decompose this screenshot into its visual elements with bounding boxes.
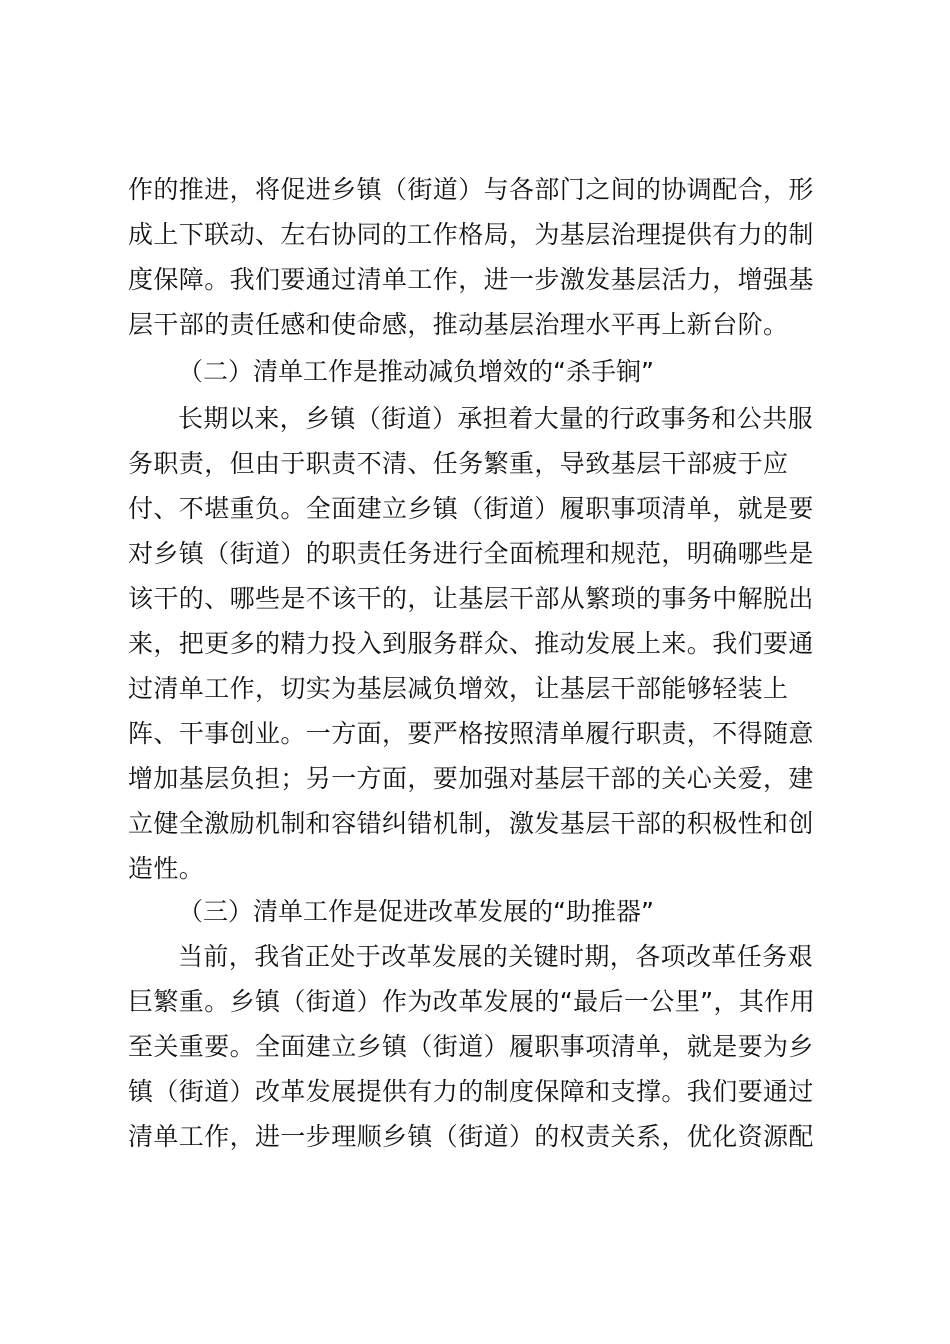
paragraph-line: 过清单工作，切实为基层减负增效，让基层干部能够轻装上 bbox=[128, 674, 789, 703]
paragraph-line: 付、不堪重负。全面建立乡镇（街道）履职事项清单，就是要 bbox=[128, 494, 814, 523]
paragraph-line: 度保障。我们要通过清单工作，进一步激发基层活力，增强基 bbox=[128, 265, 814, 294]
paragraph-line: 该干的、哪些是不该干的，让基层干部从繁琐的事务中解脱出 bbox=[128, 584, 814, 613]
paragraph-line: 对乡镇（街道）的职责任务进行全面梳理和规范，明确哪些是 bbox=[128, 539, 814, 568]
paragraph-line: 当前，我省正处于改革发展的关键时期，各项改革任务艰 bbox=[178, 942, 814, 971]
paragraph-line: 层干部的责任感和使命感，推动基层治理水平再上新台阶。 bbox=[128, 310, 789, 339]
paragraph-line: 来，把更多的精力投入到服务群众、推动发展上来。我们要通 bbox=[128, 629, 814, 658]
section-heading: （二）清单工作是推动减负增效的“杀手锏” bbox=[178, 357, 654, 386]
paragraph-line: 务职责，但由于职责不清、任务繁重，导致基层干部疲于应 bbox=[128, 449, 789, 478]
paragraph-line: 增加基层负担；另一方面，要加强对基层干部的关心关爱，建 bbox=[128, 764, 814, 793]
paragraph-line: 镇（街道）改革发展提供有力的制度保障和支撑。我们要通过 bbox=[128, 1077, 814, 1106]
section-heading: （三）清单工作是促进改革发展的“助推器” bbox=[178, 897, 654, 926]
paragraph-line: 造性。 bbox=[128, 854, 205, 883]
paragraph-line: 清单工作，进一步理顺乡镇（街道）的权责关系，优化资源配 bbox=[128, 1122, 814, 1151]
paragraph-line: 立健全激励机制和容错纠错机制，激发基层干部的积极性和创 bbox=[128, 809, 814, 838]
paragraph-line: 成上下联动、左右协同的工作格局，为基层治理提供有力的制 bbox=[128, 220, 814, 249]
paragraph-line: 至关重要。全面建立乡镇（街道）履职事项清单，就是要为乡 bbox=[128, 1032, 814, 1061]
paragraph-line: 长期以来，乡镇（街道）承担着大量的行政事务和公共服 bbox=[178, 404, 814, 433]
paragraph-line: 巨繁重。乡镇（街道）作为改革发展的“最后一公里”，其作用 bbox=[128, 987, 816, 1016]
paragraph-line: 阵、干事创业。一方面，要严格按照清单履行职责，不得随意 bbox=[128, 719, 814, 748]
paragraph-line: 作的推进，将促进乡镇（街道）与各部门之间的协调配合，形 bbox=[128, 175, 814, 204]
